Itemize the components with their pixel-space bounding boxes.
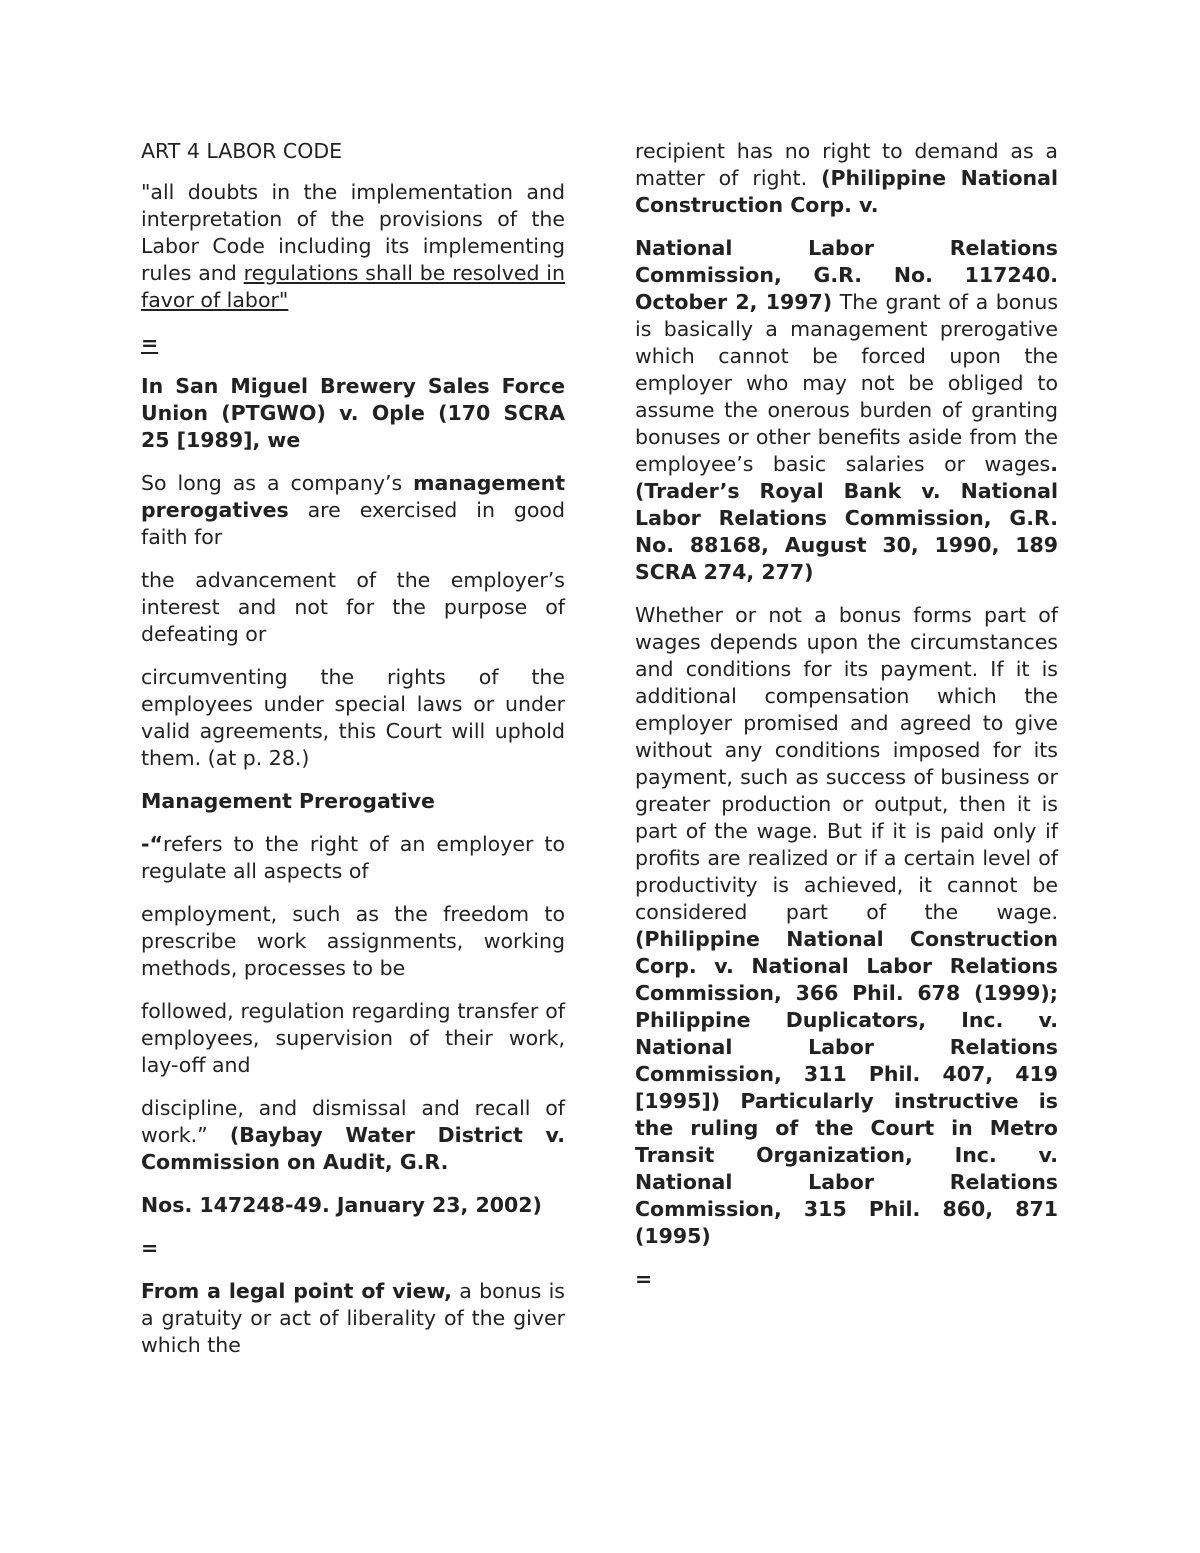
definition-dash: -“ <box>141 832 163 856</box>
paragraph-text: recipient has no right to demand as a matter of right. <box>635 139 1058 190</box>
paragraph: employment, such as the freedom to prescribe work assignments, working methods, processes to be <box>141 902 565 980</box>
paragraph: the advancement of the employer’s interest and not for the purpose of defeating or <box>141 568 565 646</box>
citation: (Philippine National Construction Corp. v. National Labor Relations Commission, 366 Phil. 678 (1999); Philippine Duplicators, Inc. v. National Labor Relations Commission, 311 Phil. 407, 419 [1995]) Particularly instructive is the ruling of the Court in Metro Transit Organization, Inc. v. National Labor Relations Commission, 315 Phil. 860, 871 (1995) <box>635 927 1058 1248</box>
section-divider: = <box>141 331 159 355</box>
paragraph-text: Whether or not a bonus forms part of wages depends upon the circumstances and conditions for its payment. If it is additional compensation which the employer promised and agreed to give without any conditions imposed for its payment, such as success of business or greater production or output, then it is part of the wage. But if it is paid only if profits are realized or if a certain level of productivity is achieved, it cannot be considered part of the wage. <box>635 603 1058 924</box>
document-heading: ART 4 LABOR CODE <box>141 139 343 163</box>
citation: . (Trader’s Royal Bank v. National Labor Relations Commission, G.R. No. 88168, August 30, 1990, 189 SCRA 274, 277) <box>635 452 1058 584</box>
paragraph <box>141 470 565 551</box>
paragraph <box>141 1278 565 1359</box>
paragraph-text: are exercised in good faith for <box>141 498 565 549</box>
paragraph <box>635 235 1058 586</box>
citation: (Philippine National Construction Corp. v. <box>635 166 1059 217</box>
section-divider: = <box>635 1267 653 1291</box>
citation: National Labor Relations Commission, G.R. No. 117240. October 2, 1997) <box>635 236 1058 314</box>
definition-paragraph <box>141 831 565 885</box>
section-divider: = <box>141 1236 159 1260</box>
bold-term: management prerogatives <box>141 471 565 522</box>
quote-text: "all doubts in the implementation and interpretation of the provisions of the Labor Code including its implementing rules and <box>141 180 565 285</box>
left-column <box>141 138 565 1375</box>
paragraph <box>635 138 1058 219</box>
bold-lead: From a legal point of view, <box>141 1279 452 1303</box>
paragraph-text: refers to the right of an employer to regulate all aspects of <box>141 832 565 883</box>
paragraph: followed, regulation regarding transfer of employees, supervision of their work, lay-off and <box>141 999 565 1077</box>
paragraph-text: a bonus is a gratuity or act of liberality of the giver which the <box>141 1279 565 1357</box>
paragraph-text: discipline, and dismissal and recall of work.” <box>141 1096 565 1147</box>
right-column <box>635 138 1058 1309</box>
paragraph-text: The grant of a bonus is basically a management prerogative which cannot be forced upon the employer who may not be obliged to assume the onerous burden of granting bonuses or other benefits aside from the employee’s basic salaries or wages <box>635 290 1058 476</box>
paragraph-text: So long as a company’s <box>141 471 414 495</box>
case-heading: In San Miguel Brewery Sales Force Union (PTGWO) v. Ople (170 SCRA 25 [1989], we <box>141 374 565 452</box>
section-heading: Management Prerogative <box>141 789 435 813</box>
citation: (Baybay Water District v. Commission on Audit, G.R. <box>141 1123 565 1174</box>
paragraph <box>635 602 1058 1250</box>
paragraph: circumventing the rights of the employees under special laws or under valid agreements, this Court will uphold them. (at p. 28.) <box>141 665 565 770</box>
paragraph <box>141 1095 565 1176</box>
quote-underlined-text: regulations shall be resolved in favor of labor" <box>141 261 565 312</box>
citation: Nos. 147248-49. January 23, 2002) <box>141 1193 542 1217</box>
article-quote <box>141 179 565 314</box>
